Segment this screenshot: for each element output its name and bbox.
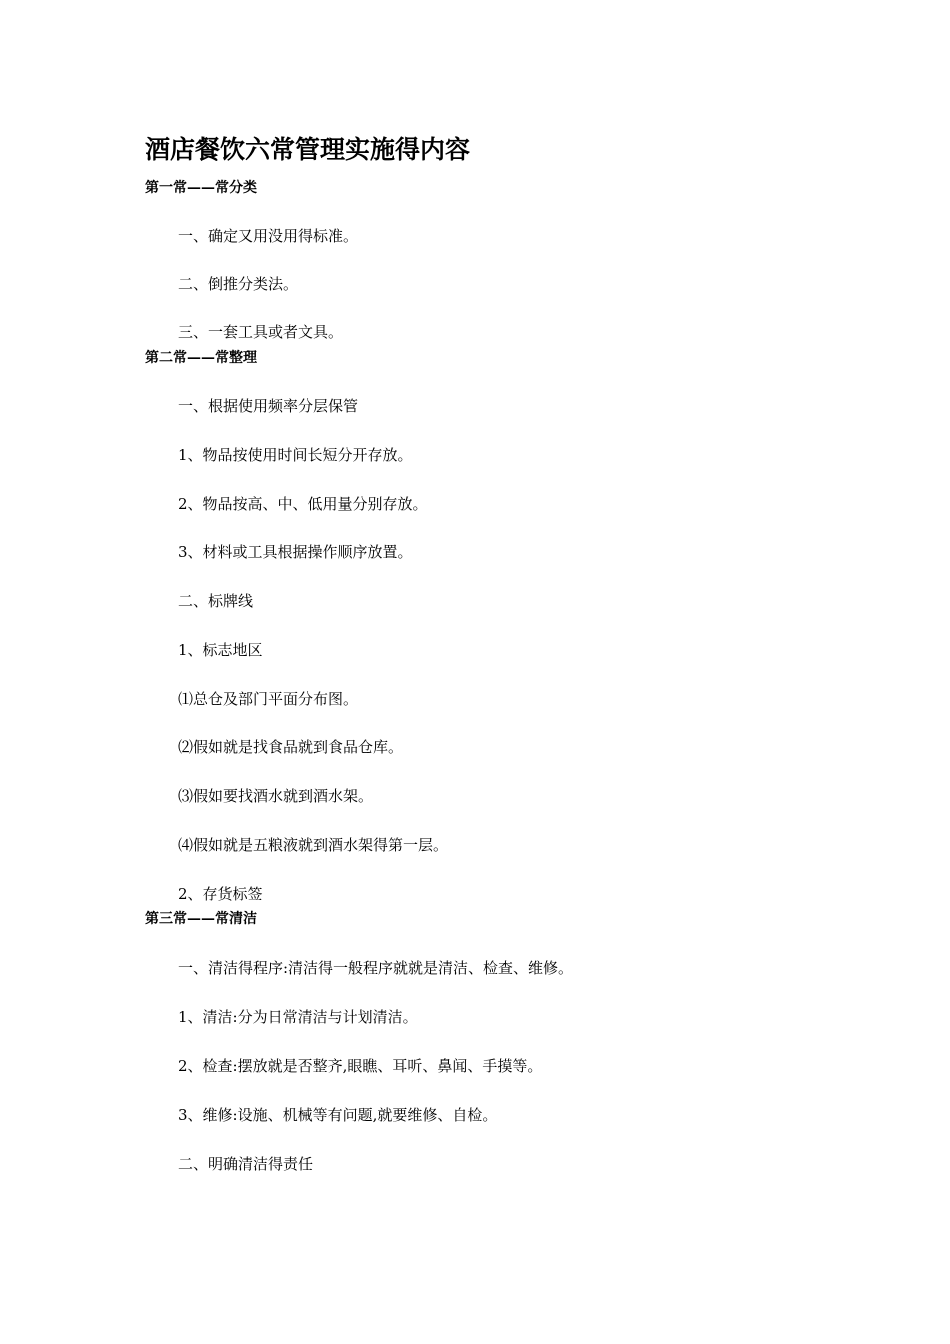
section-2-line-7: ⑴总仓及部门平面分布图。: [178, 690, 359, 708]
section-1-line-1: 一、确定又用没用得标准。: [178, 227, 359, 245]
section-2-line-11: 2、存货标签: [178, 885, 263, 903]
section-2-line-3: 2、物品按高、中、低用量分别存放。: [178, 495, 428, 513]
section-3-line-4: 3、维修:设施、机械等有问题,就要维修、自检。: [178, 1106, 498, 1124]
section-3-line-3: 2、检查:摆放就是否整齐,眼瞧、耳听、鼻闻、手摸等。: [178, 1057, 543, 1075]
document-title: 酒店餐饮六常管理实施得内容: [145, 135, 471, 164]
section-3-line-2: 1、清洁:分为日常清洁与计划清洁。: [178, 1008, 418, 1026]
section-2-line-10: ⑷假如就是五粮液就到酒水架得第一层。: [178, 836, 449, 854]
section-2-line-6: 1、标志地区: [178, 641, 263, 659]
section-heading-3: 第三常——常清洁: [145, 911, 257, 927]
section-1-line-3: 三、一套工具或者文具。: [178, 323, 344, 341]
section-heading-1: 第一常——常分类: [145, 180, 257, 196]
section-1-line-2: 二、倒推分类法。: [178, 275, 299, 293]
section-3-line-5: 二、明确清洁得责任: [178, 1155, 314, 1173]
section-2-line-8: ⑵假如就是找食品就到食品仓库。: [178, 738, 404, 756]
section-heading-2: 第二常——常整理: [145, 350, 257, 366]
section-2-line-1: 一、根据使用频率分层保管: [178, 397, 359, 415]
section-2-line-4: 3、材料或工具根据操作顺序放置。: [178, 543, 413, 561]
section-2-line-9: ⑶假如要找酒水就到酒水架。: [178, 787, 374, 805]
section-2-line-5: 二、标牌线: [178, 592, 254, 610]
section-2-line-2: 1、物品按使用时间长短分开存放。: [178, 446, 413, 464]
section-3-line-1: 一、清洁得程序:清洁得一般程序就就是清洁、检查、维修。: [178, 959, 574, 977]
